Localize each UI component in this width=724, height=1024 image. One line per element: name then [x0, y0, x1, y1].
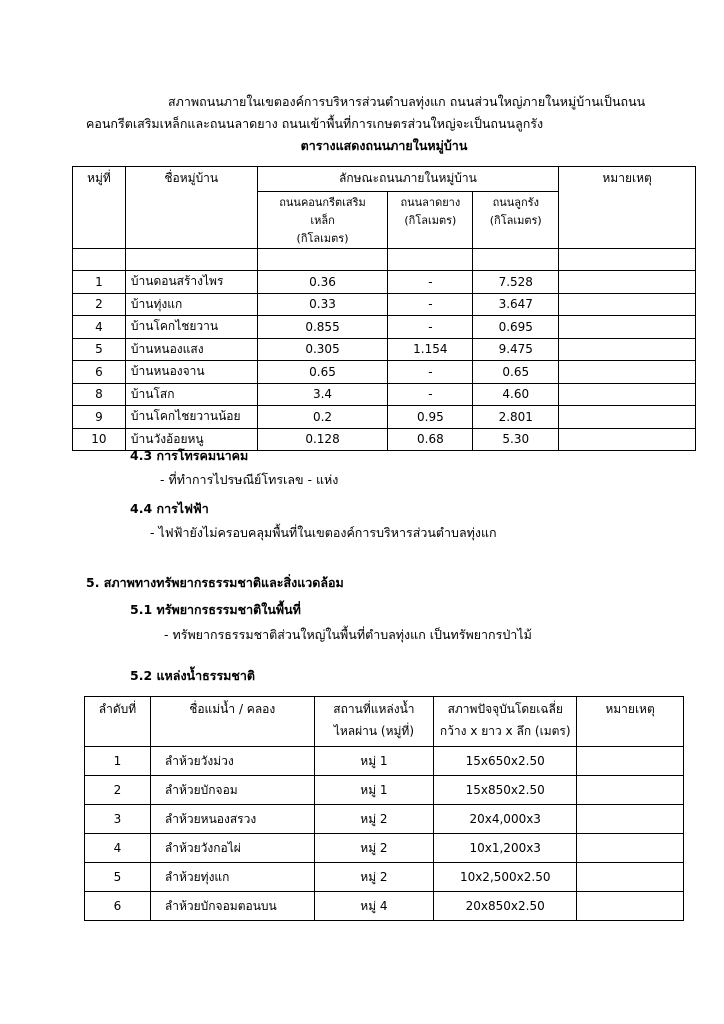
concrete-cell: 0.2 [257, 406, 388, 429]
remark-cell [559, 406, 696, 429]
intro-line-1: สภาพถนนภายในเขตองค์การบริหารส่วนตำบลทุ่งแก ถนนส่วนใหญ่ภายในหมู่บ้านเป็นถนน [168, 94, 646, 109]
water-name-cell: ลำห้วยหนองสรวง [150, 805, 314, 834]
table-row [85, 892, 684, 921]
remark-cell [559, 361, 696, 384]
table-row [85, 776, 684, 805]
spacer-cell [257, 248, 388, 271]
table-row [73, 271, 696, 294]
remark-cell [577, 892, 684, 921]
asphalt-cell: - [388, 383, 473, 406]
village-cell: บ้านทุ่งแก [125, 293, 257, 316]
intro-line-2: คอนกรีตเสริมเหล็กและถนนลาดยาง ถนนเข้าพื้นที่การเกษตรส่วนใหญ่จะเป็นถนนลูกรัง [86, 116, 544, 131]
remark-cell [577, 834, 684, 863]
laterite-cell: 2.801 [473, 406, 559, 429]
section-5-1-heading: 5.1 ทรัพยากรธรรมชาติในพื้นที่ [130, 602, 301, 617]
asphalt-cell: 0.95 [388, 406, 473, 429]
remark-cell [577, 776, 684, 805]
section-5-heading: 5. สภาพทางทรัพยากรธรรมชาติและสิ่งแวดล้อม [86, 575, 344, 590]
concrete-cell: 0.65 [257, 361, 388, 384]
header-concrete-line-2: เหล็ก [310, 213, 335, 227]
spacer-cell [473, 248, 559, 271]
header-remark: หมายเหตุ [559, 167, 696, 249]
remark-cell [559, 383, 696, 406]
table-row [85, 834, 684, 863]
no-cell: 1 [85, 747, 151, 776]
no-cell: 4 [85, 834, 151, 863]
header-laterite-line-2: (กิโลเมตร) [489, 213, 542, 227]
asphalt-cell: - [388, 293, 473, 316]
concrete-cell: 0.36 [257, 271, 388, 294]
header-condition [434, 697, 577, 747]
spacer-cell [559, 248, 696, 271]
moo-cell: 5 [73, 338, 126, 361]
header-concrete-line-1: ถนนคอนกรีตเสริม [279, 195, 366, 209]
asphalt-cell: - [388, 361, 473, 384]
size-cell: 15x650x2.50 [434, 747, 577, 776]
water-name-cell: ลำห้วยวังกอไผ่ [150, 834, 314, 863]
spacer-cell [73, 248, 126, 271]
location-cell: หมู่ 2 [314, 805, 434, 834]
header-water-name: ชื่อแม่น้ำ / คลอง [150, 697, 314, 747]
remark-cell [577, 805, 684, 834]
table-row [85, 747, 684, 776]
spacer-cell [388, 248, 473, 271]
header-moo: หมู่ที่ [73, 167, 126, 249]
road-table-title: ตารางแสดงถนนภายในหมู่บ้าน [300, 138, 468, 153]
header-road-type: ลักษณะถนนภายในหมู่บ้าน [257, 167, 559, 192]
size-cell: 20x4,000x3 [434, 805, 577, 834]
table-row [73, 406, 696, 429]
concrete-cell: 0.128 [257, 428, 388, 451]
location-cell: หมู่ 1 [314, 747, 434, 776]
moo-cell: 1 [73, 271, 126, 294]
spacer-cell [125, 248, 257, 271]
section-5-2-heading: 5.2 แหล่งน้ำธรรมชาติ [130, 668, 256, 683]
table-row [85, 863, 684, 892]
table-row [73, 316, 696, 339]
table-row [73, 293, 696, 316]
water-name-cell: ลำห้วยทุ่งแก [150, 863, 314, 892]
laterite-cell: 0.695 [473, 316, 559, 339]
header-asphalt [388, 191, 473, 248]
location-cell: หมู่ 2 [314, 863, 434, 892]
village-cell: บ้านหนองแสง [125, 338, 257, 361]
no-cell: 5 [85, 863, 151, 892]
location-cell: หมู่ 2 [314, 834, 434, 863]
size-cell: 15x850x2.50 [434, 776, 577, 805]
header-condition-line-2: กว้าง x ยาว x ลึก (เมตร) [439, 724, 571, 738]
section-4-4-item: - ไฟฟ้ายังไม่ครอบคลุมพื้นที่ในเขตองค์การบริหารส่วนตำบลทุ่งแก [150, 525, 497, 540]
remark-cell [577, 747, 684, 776]
moo-cell: 2 [73, 293, 126, 316]
header-asphalt-line-2: (กิโลเมตร) [404, 213, 457, 227]
laterite-cell: 3.647 [473, 293, 559, 316]
remark-cell [577, 863, 684, 892]
section-4-4-heading: 4.4 การไฟฟ้า [130, 501, 209, 516]
laterite-cell: 9.475 [473, 338, 559, 361]
header-laterite [473, 191, 559, 248]
concrete-cell: 3.4 [257, 383, 388, 406]
header-location-line-2: ไหลผ่าน (หมู่ที่) [333, 724, 415, 738]
no-cell: 2 [85, 776, 151, 805]
moo-cell: 10 [73, 428, 126, 451]
village-cell: บ้านหนองจาน [125, 361, 257, 384]
moo-cell: 8 [73, 383, 126, 406]
water-name-cell: ลำห้วยบักจอมตอนบน [150, 892, 314, 921]
water-table [84, 696, 684, 921]
asphalt-cell: - [388, 316, 473, 339]
header-water-remark: หมายเหตุ [577, 697, 684, 747]
concrete-cell: 0.33 [257, 293, 388, 316]
remark-cell [559, 316, 696, 339]
no-cell: 6 [85, 892, 151, 921]
laterite-cell: 0.65 [473, 361, 559, 384]
village-cell: บ้านโคกไชยวานน้อย [125, 406, 257, 429]
location-cell: หมู่ 4 [314, 892, 434, 921]
village-cell: บ้านวังอ้อยหนู [125, 428, 257, 451]
water-name-cell: ลำห้วยวังม่วง [150, 747, 314, 776]
header-concrete-line-3: (กิโลเมตร) [296, 231, 349, 245]
remark-cell [559, 338, 696, 361]
laterite-cell: 4.60 [473, 383, 559, 406]
remark-cell [559, 428, 696, 451]
location-cell: หมู่ 1 [314, 776, 434, 805]
section-4-3-heading: 4.3 การโทรคมนาคม [130, 448, 249, 463]
header-village: ชื่อหมู่บ้าน [125, 167, 257, 249]
asphalt-cell: 1.154 [388, 338, 473, 361]
header-location-line-1: สถานที่แหล่งน้ำ [333, 702, 415, 716]
section-4-3-item: - ที่ทำการไปรษณีย์โทรเลข - แห่ง [160, 472, 339, 487]
header-location [314, 697, 434, 747]
remark-cell [559, 271, 696, 294]
asphalt-cell: - [388, 271, 473, 294]
header-condition-line-1: สภาพปัจจุบันโดยเฉลี่ย [447, 702, 563, 716]
table-row [73, 383, 696, 406]
moo-cell: 9 [73, 406, 126, 429]
table-row [73, 338, 696, 361]
table-row [85, 805, 684, 834]
concrete-cell: 0.855 [257, 316, 388, 339]
moo-cell: 6 [73, 361, 126, 384]
size-cell: 10x2,500x2.50 [434, 863, 577, 892]
header-laterite-line-1: ถนนลูกรัง [492, 195, 539, 209]
laterite-cell: 5.30 [473, 428, 559, 451]
header-no: ลำดับที่ [85, 697, 151, 747]
moo-cell: 4 [73, 316, 126, 339]
size-cell: 20x850x2.50 [434, 892, 577, 921]
remark-cell [559, 293, 696, 316]
header-concrete [257, 191, 388, 248]
concrete-cell: 0.305 [257, 338, 388, 361]
table-row [73, 361, 696, 384]
village-cell: บ้านดอนสร้างไพร [125, 271, 257, 294]
size-cell: 10x1,200x3 [434, 834, 577, 863]
no-cell: 3 [85, 805, 151, 834]
header-asphalt-line-1: ถนนลาดยาง [400, 195, 461, 209]
road-table [72, 166, 696, 451]
section-5-1-item: - ทรัพยากรธรรมชาติส่วนใหญ่ในพื้นที่ตำบลทุ่งแก เป็นทรัพยากรป่าไม้ [164, 627, 532, 642]
village-cell: บ้านโคกไชยวาน [125, 316, 257, 339]
village-cell: บ้านโสก [125, 383, 257, 406]
water-name-cell: ลำห้วยบักจอม [150, 776, 314, 805]
asphalt-cell: 0.68 [388, 428, 473, 451]
laterite-cell: 7.528 [473, 271, 559, 294]
